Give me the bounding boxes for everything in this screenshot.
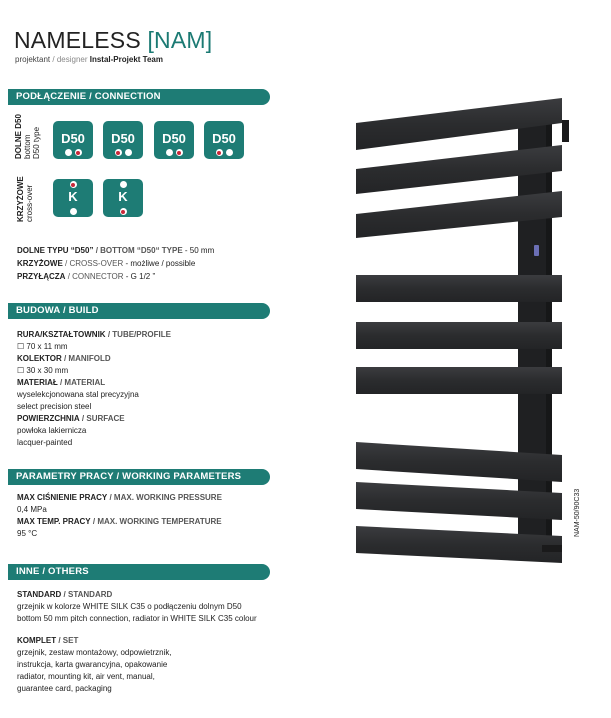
d50-tile-label: D50: [162, 131, 186, 146]
product-name: NAMELESS: [14, 27, 141, 53]
value: - możliwe / possible: [125, 259, 196, 268]
red-dot-icon: [120, 208, 127, 215]
label-pl: DOLNE TYPU “D50”: [17, 246, 94, 255]
bottom-label-en: bottom: [23, 134, 32, 159]
label-pl: STANDARD: [17, 590, 62, 599]
cross-connection-label: [16, 176, 34, 222]
label-pl: MAX TEMP. PRACY: [17, 517, 91, 526]
set-value-pl-2: instrukcja, karta gwarancyjna, opakowanie: [17, 660, 168, 669]
radiator-panel: [356, 322, 562, 349]
radiator-illustration: [340, 90, 580, 580]
label-en: / TUBE/PROFILE: [107, 330, 171, 339]
surface-label: [17, 413, 125, 425]
section-build-header: BUDOWA / BUILD: [8, 303, 270, 319]
label-pl: PRZYŁĄCZA: [17, 272, 66, 281]
designer-label-en: / designer: [52, 55, 88, 64]
red-dot-icon: [216, 149, 223, 156]
d50-tile-label: D50: [61, 131, 85, 146]
label-en: / SURFACE: [81, 414, 125, 423]
set-value-en-2: guarantee card, packaging: [17, 684, 112, 693]
value: - G 1/2 ”: [125, 272, 156, 281]
d50-tile-4: [204, 121, 244, 159]
product-title: [14, 27, 212, 54]
k-tile-2: [103, 179, 143, 217]
tube-value: ☐ 70 x 11 mm: [17, 342, 68, 351]
connection-dots: [53, 149, 93, 157]
red-dot-icon: [70, 181, 77, 188]
k-tile-1: [53, 179, 93, 217]
logo-mark-icon: [534, 245, 539, 256]
radiator-panel: [356, 367, 562, 394]
bottom-label-type: D50 type: [32, 126, 41, 159]
value: - 50 mm: [184, 246, 215, 255]
label-en: / MAX. WORKING PRESSURE: [109, 493, 222, 502]
standard-value-pl: grzejnik w kolorze WHITE SILK C35 o podłączeniu dolnym D50: [17, 602, 242, 611]
label-en: / STANDARD: [63, 590, 113, 599]
label-en: / CROSS-OVER: [65, 259, 124, 268]
mounting-bracket: [542, 545, 562, 552]
set-value-pl-1: grzejnik, zestaw montażowy, odpowietrznik,: [17, 648, 172, 657]
connection-dots: [204, 149, 244, 157]
dot-icon: [226, 149, 233, 156]
connection-dots: [103, 149, 143, 157]
product-code: [NAM]: [147, 27, 213, 53]
connection-bottom-line: [17, 245, 214, 257]
section-others-header: INNE / OTHERS: [8, 564, 270, 580]
d50-tile-2: [103, 121, 143, 159]
section-connection-header: PODŁĄCZENIE / CONNECTION: [8, 89, 270, 105]
connection-dots: [154, 149, 194, 157]
connection-connector-line: [17, 271, 155, 283]
material-label: [17, 377, 105, 389]
dot-icon: [166, 149, 173, 156]
pressure-value: 0,4 MPa: [17, 505, 47, 514]
material-value-en: select precision steel: [17, 402, 92, 411]
connection-cross-line: [17, 258, 195, 270]
label-pl: RURA/KSZTAŁTOWNIK: [17, 330, 106, 339]
dot-icon: [125, 149, 132, 156]
label-en: / MAX. WORKING TEMPERATURE: [92, 517, 222, 526]
cross-label-pl: KRZYŻOWE: [16, 176, 25, 222]
set-value-en-1: radiator, mounting kit, air vent, manual,: [17, 672, 155, 681]
material-value-pl: wyselekcjonowana stal precyzyjna: [17, 390, 139, 399]
bottom-connection-label: [14, 114, 41, 159]
radiator-panel: [356, 275, 562, 302]
d50-tile-3: [154, 121, 194, 159]
designer-line: [15, 55, 163, 64]
d50-tile-label: D50: [212, 131, 236, 146]
red-dot-icon: [176, 149, 183, 156]
label-en: / MATERIAL: [59, 378, 106, 387]
dot-icon: [65, 149, 72, 156]
k-tile-label: K: [118, 189, 128, 204]
dot-icon: [120, 181, 127, 188]
manifold-value: ☐ 30 x 30 mm: [17, 366, 69, 375]
red-dot-icon: [115, 149, 122, 156]
designer-label: projektant: [15, 55, 51, 64]
surface-value-pl: powłoka lakiernicza: [17, 426, 87, 435]
standard-label: [17, 589, 112, 601]
temp-value: 95 °C: [17, 529, 38, 538]
designer-name: Instal-Projekt Team: [89, 55, 163, 64]
tube-label: [17, 329, 171, 341]
d50-tile-label: D50: [111, 131, 135, 146]
standard-value-en: bottom 50 mm pitch connection, radiator in WHITE SILK C35 colour: [17, 614, 257, 623]
surface-value-en: lacquer-painted: [17, 438, 73, 447]
manifold-label: [17, 353, 111, 365]
temp-label: [17, 516, 222, 528]
label-pl: KOLEKTOR: [17, 354, 62, 363]
label-en: / BOTTOM “D50“ TYPE: [95, 246, 183, 255]
red-dot-icon: [75, 149, 82, 156]
label-en: / MANIFOLD: [63, 354, 111, 363]
section-working-header: PARAMETRY PRACY / WORKING PARAMETERS: [8, 469, 270, 485]
label-pl: KRZYŻOWE: [17, 259, 63, 268]
d50-tile-1: [53, 121, 93, 159]
set-label: [17, 635, 78, 647]
label-en: / SET: [58, 636, 79, 645]
label-pl: MAX CIŚNIENIE PRACY: [17, 493, 108, 502]
k-tile-label: K: [68, 189, 78, 204]
label-pl: POWIERZCHNIA: [17, 414, 80, 423]
cross-label-en: cross-over: [25, 184, 34, 222]
label-en: / CONNECTOR: [67, 272, 124, 281]
label-pl: KOMPLET: [17, 636, 57, 645]
model-code: NAM-50/90C33: [574, 488, 581, 537]
mounting-bracket: [562, 120, 569, 142]
dot-icon: [70, 208, 77, 215]
pressure-label: [17, 492, 222, 504]
bottom-label-pl: DOLNE D50: [14, 114, 23, 159]
label-pl: MATERIAŁ: [17, 378, 58, 387]
